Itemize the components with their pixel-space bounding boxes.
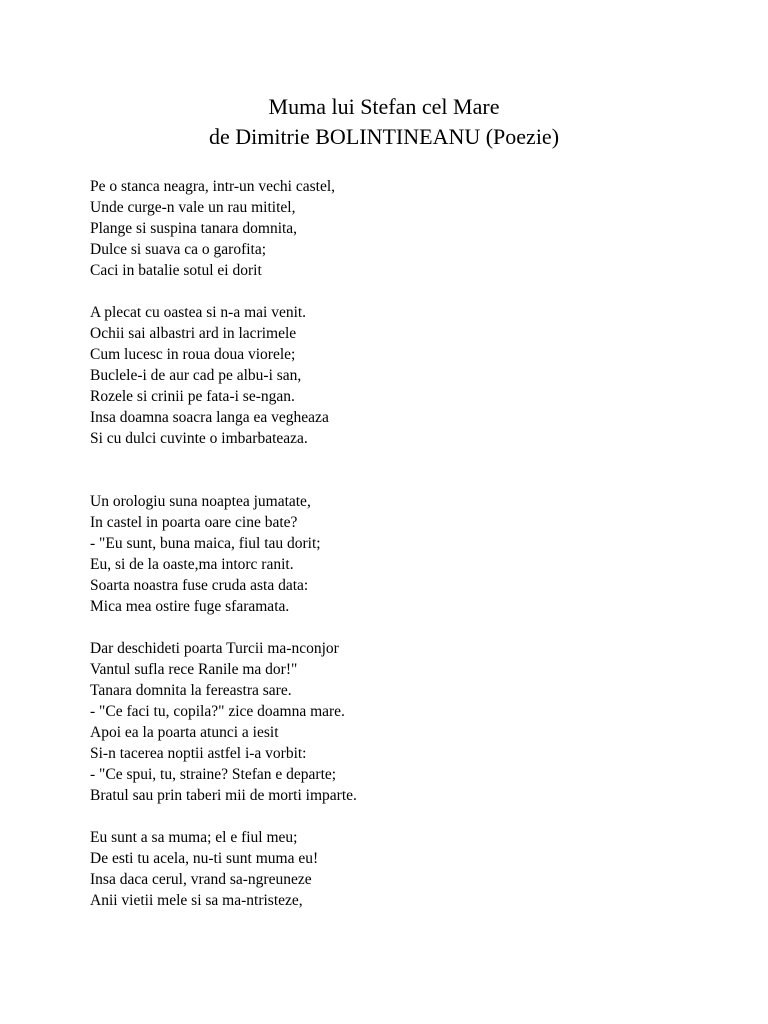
verse-line: Tanara domnita la fereastra sare. <box>90 682 292 699</box>
poem-author-line: de Dimitrie BOLINTINEANU (Poezie) <box>208 124 560 149</box>
verse-line: Pe o stanca neagra, intr-un vechi castel, <box>90 178 336 195</box>
stanza-2 <box>90 302 730 449</box>
verse-line: De esti tu acela, nu-ti sunt muma eu! <box>90 850 319 867</box>
verse-line: Mica mea ostire fuge sfaramata. <box>90 598 290 615</box>
verse-line: Caci in batalie sotul ei dorit <box>90 262 262 279</box>
title-block <box>0 92 768 152</box>
verse-line: Si cu dulci cuvinte o imbarbateaza. <box>90 430 308 447</box>
verse-line: Eu sunt a sa muma; el e fiul meu; <box>90 829 298 846</box>
verse-line: Dar deschideti poarta Turcii ma-nconjor <box>90 640 339 657</box>
verse-line: A plecat cu oastea si n-a mai venit. <box>90 304 307 321</box>
verse-line: Dulce si suava ca o garofita; <box>90 241 267 258</box>
verse-line: Cum lucesc in roua doua viorele; <box>90 346 296 363</box>
verse-line: Apoi ea la poarta atunci a iesit <box>90 724 279 741</box>
verse-line: Soarta noastra fuse cruda asta data: <box>90 577 309 594</box>
stanza-1 <box>90 176 730 281</box>
verse-line: Anii vietii mele si sa ma-ntristeze, <box>90 892 303 909</box>
verse-line: Un orologiu suna noaptea jumatate, <box>90 493 311 510</box>
verse-line: Unde curge-n vale un rau mititel, <box>90 199 296 216</box>
verse-line: Ochii sai albastri ard in lacrimele <box>90 325 297 342</box>
verse-line: Eu, si de la oaste,ma intorc ranit. <box>90 556 294 573</box>
verse-line: Rozele si crinii pe fata-i se-ngan. <box>90 388 295 405</box>
verse-line: Buclele-i de aur cad pe albu-i san, <box>90 367 302 384</box>
stanza-5 <box>90 827 730 911</box>
poem-body <box>90 176 730 932</box>
verse-line: Insa doamna soacra langa ea vegheaza <box>90 409 329 426</box>
verse-line: Bratul sau prin taberi mii de morti imparte. <box>90 787 357 804</box>
verse-line: - "Ce spui, tu, straine? Stefan e departe; <box>90 766 337 783</box>
verse-line: - "Ce faci tu, copila?" zice doamna mare. <box>90 703 345 720</box>
verse-line: Plange si suspina tanara domnita, <box>90 220 298 237</box>
poem-title: Muma lui Stefan cel Mare <box>268 94 500 119</box>
stanza-4 <box>90 638 730 806</box>
verse-line: In castel in poarta oare cine bate? <box>90 514 298 531</box>
stanza-3 <box>90 491 730 617</box>
verse-line: - "Eu sunt, buna maica, fiul tau dorit; <box>90 535 321 552</box>
verse-line: Si-n tacerea noptii astfel i-a vorbit: <box>90 745 307 762</box>
verse-line: Vantul sufla rece Ranile ma dor!" <box>90 661 298 678</box>
verse-line: Insa daca cerul, vrand sa-ngreuneze <box>90 871 312 888</box>
